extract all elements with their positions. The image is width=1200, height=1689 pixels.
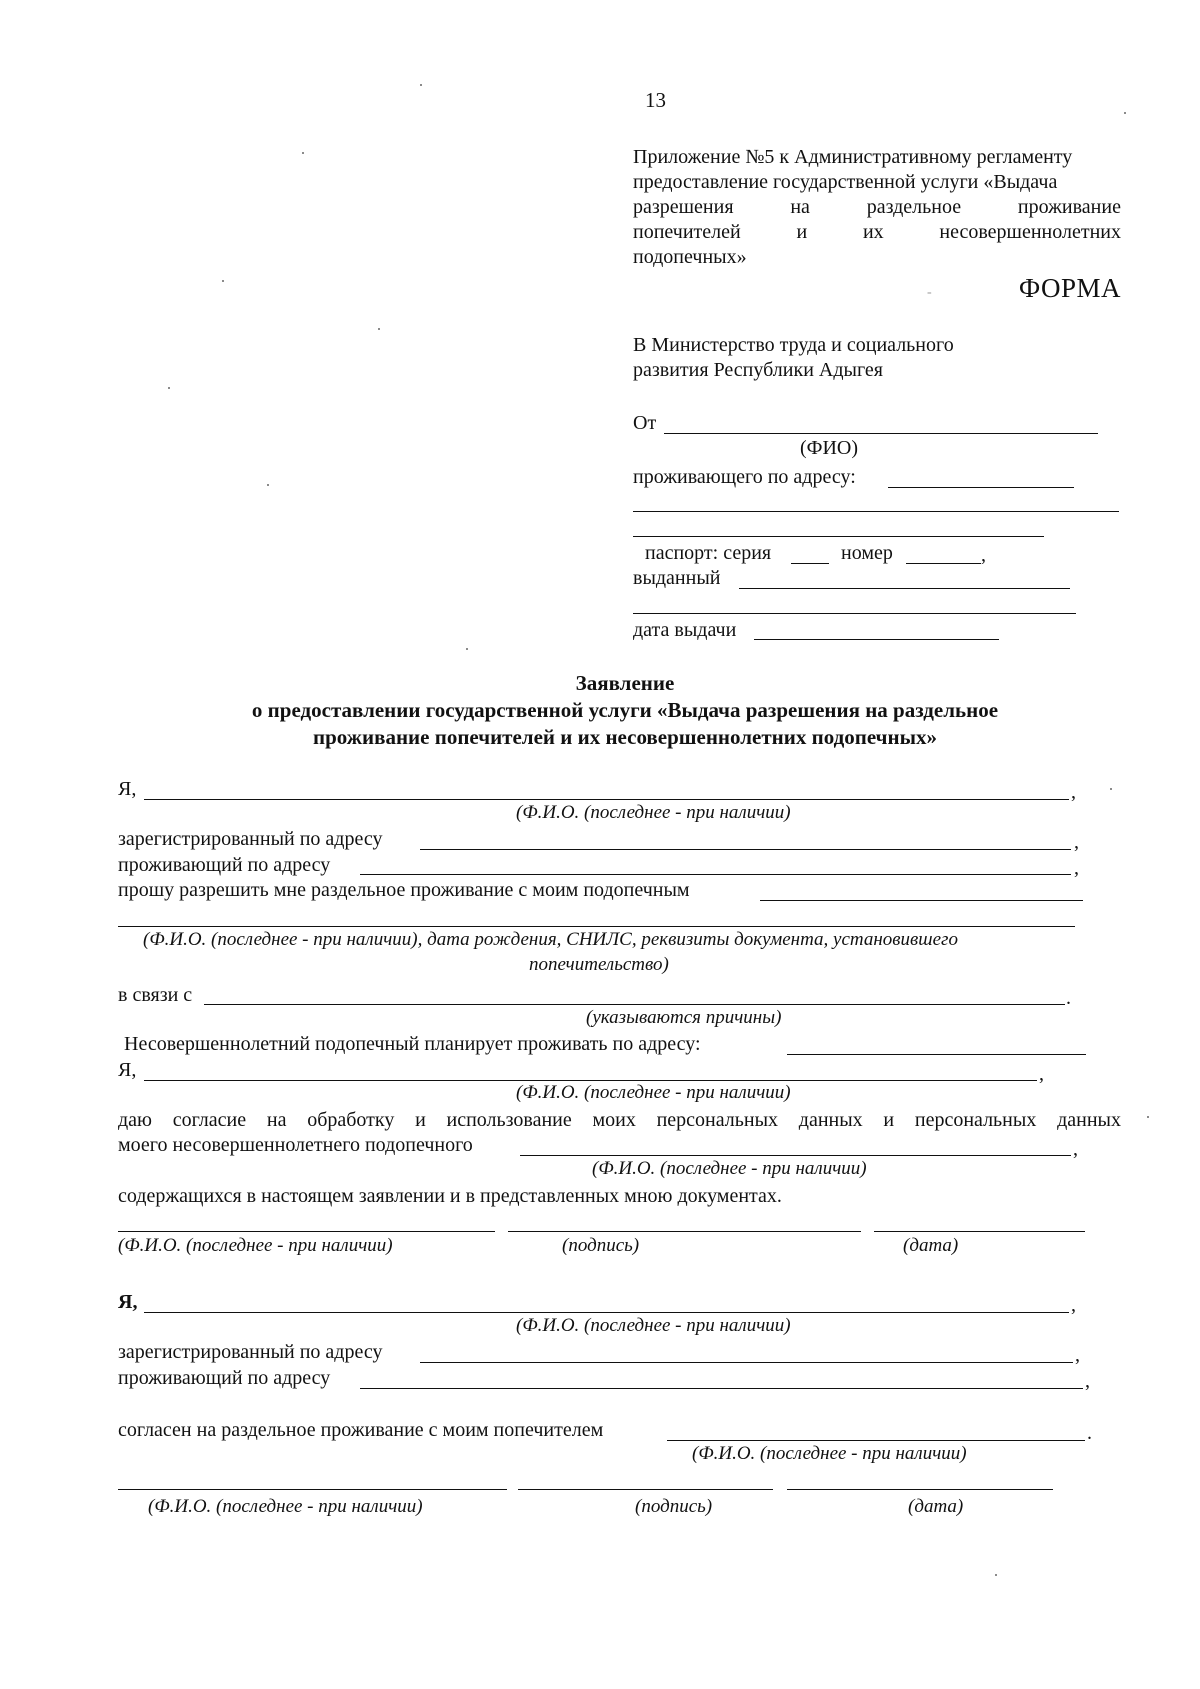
address-label: проживающего по адресу: <box>633 466 856 488</box>
applicant-fio-field[interactable] <box>144 799 1069 800</box>
address-field-1[interactable] <box>888 487 1074 488</box>
scan-speck <box>302 152 304 154</box>
from-fio-field[interactable] <box>664 433 1098 434</box>
registered-address-field[interactable] <box>420 1362 1073 1363</box>
living-address-field[interactable] <box>360 1388 1083 1389</box>
scan-speck <box>1124 112 1126 114</box>
application-subtitle-2: проживание попечителей и их несовершеннолетних подопечных» <box>313 725 937 749</box>
ward-field[interactable] <box>760 900 1083 901</box>
scan-speck <box>420 84 422 86</box>
signature-field[interactable] <box>508 1231 861 1232</box>
issued-field-2[interactable] <box>633 613 1076 614</box>
passport-series-field[interactable] <box>791 563 829 564</box>
registered-label: зарегистрированный по адресу <box>118 1341 383 1363</box>
annex-note <box>633 145 1121 270</box>
signature-date-field[interactable] <box>787 1489 1053 1490</box>
ward-caption: (Ф.И.О. (последнее - при наличии), дата рождения, СНИЛС, реквизиты документа, установившего <box>143 929 958 950</box>
fio-caption: (Ф.И.О. (последнее - при наличии) <box>516 1315 791 1336</box>
scan-speck <box>995 1574 997 1576</box>
issued-label: выданный <box>633 567 721 589</box>
period: . <box>1066 987 1071 1009</box>
comma: , <box>1039 1063 1044 1085</box>
guardian-field[interactable] <box>667 1440 1085 1441</box>
from-label: От <box>633 412 657 434</box>
comma: , <box>1074 831 1079 853</box>
comma: , <box>981 544 986 566</box>
guardian-caption: (Ф.И.О. (последнее - при наличии) <box>692 1443 967 1464</box>
annex-line-2-text: предоставление государственной услуги «Выдача <box>633 171 1058 193</box>
page-number: 13 <box>645 88 666 112</box>
reason-field[interactable] <box>204 1004 1065 1005</box>
application-title: Заявление <box>575 671 675 695</box>
scan-speck <box>1147 1116 1149 1118</box>
scan-dash: - <box>927 285 932 300</box>
i-label: Я, <box>118 778 137 800</box>
period: . <box>1087 1422 1092 1444</box>
annex-word: раздельное <box>866 196 962 218</box>
form-label: ФОРМА <box>1018 273 1121 303</box>
comma: , <box>1074 857 1079 879</box>
comma: , <box>1085 1370 1090 1392</box>
passport-number-field[interactable] <box>906 563 981 564</box>
registered-label: зарегистрированный по адресу <box>118 828 383 850</box>
consent-word: даю <box>118 1109 152 1131</box>
addressee-line-2: развития Республики Адыгея <box>633 359 883 381</box>
annex-word: их <box>862 221 884 243</box>
signature-fio-field[interactable] <box>118 1489 507 1490</box>
consent-word: и <box>415 1109 426 1131</box>
living-label: проживающий по адресу <box>118 1367 331 1389</box>
consent-contained-text: содержащихся в настоящем заявлении и в представленных мною документах. <box>118 1185 782 1207</box>
addressee-line-1: В Министерство труда и социального <box>633 334 954 356</box>
scan-speck <box>267 484 269 486</box>
comma: , <box>1075 1344 1080 1366</box>
address-field-3[interactable] <box>633 536 1044 537</box>
scan-speck <box>466 648 468 650</box>
consent-ward-label: моего несовершеннолетнего подопечного <box>118 1134 473 1156</box>
signature-fio-field[interactable] <box>118 1231 495 1232</box>
issue-date-field[interactable] <box>754 639 999 640</box>
consent-fio-field[interactable] <box>144 1080 1037 1081</box>
comma: , <box>1071 1294 1076 1316</box>
scan-speck <box>168 387 170 389</box>
living-address-field[interactable] <box>360 874 1071 875</box>
consent-word: данных <box>798 1109 863 1131</box>
ward-caption-2: попечительство) <box>529 954 669 975</box>
ward-plans-label: Несовершеннолетний подопечный планирует проживать по адресу: <box>124 1033 701 1055</box>
consent-ward-field[interactable] <box>520 1155 1071 1156</box>
annex-line-1: Приложение №5 к Административному регламенту <box>633 146 1073 168</box>
consent-word: и <box>883 1109 895 1131</box>
consent-word: обработку <box>307 1109 395 1131</box>
consent-word: персональных <box>656 1109 779 1131</box>
fio-caption: (Ф.И.О. (последнее - при наличии) <box>516 802 791 823</box>
annex-line-4 <box>633 220 1121 245</box>
consent-ward-caption: (Ф.И.О. (последнее - при наличии) <box>592 1158 867 1179</box>
annex-line-5: подопечных» <box>633 246 747 268</box>
consent-word: моих <box>592 1109 636 1131</box>
address-field-2[interactable] <box>633 511 1119 512</box>
i-label: Я, <box>118 1291 138 1313</box>
consent-text <box>118 1108 1121 1132</box>
comma: , <box>1073 1138 1078 1160</box>
ward-address-field[interactable] <box>787 1054 1086 1055</box>
consent-word: данных <box>1057 1109 1121 1131</box>
signature-fio-caption: (Ф.И.О. (последнее - при наличии) <box>118 1235 393 1256</box>
fio-caption: (ФИО) <box>800 437 859 459</box>
signature-date-caption: (дата) <box>903 1235 959 1256</box>
scan-speck <box>378 328 380 330</box>
signature-field[interactable] <box>518 1489 773 1490</box>
signature-date-field[interactable] <box>874 1231 1085 1232</box>
reason-label: в связи с <box>118 984 193 1006</box>
request-label: прошу разрешить мне раздельное проживание с моим подопечным <box>118 879 690 901</box>
annex-line-3 <box>633 195 1121 220</box>
living-label: проживающий по адресу <box>118 854 331 876</box>
i-label: Я, <box>118 1059 137 1081</box>
ward-details-field[interactable] <box>118 926 1075 927</box>
issue-date-label: дата выдачи <box>633 619 737 641</box>
annex-word: разрешения <box>633 196 734 218</box>
application-subtitle-1: о предоставлении государственной услуги «Выдача разрешения на раздельное <box>251 698 999 722</box>
signature-caption: (подпись) <box>562 1235 640 1256</box>
consent-word: согласие <box>172 1109 247 1131</box>
reason-caption: (указываются причины) <box>586 1007 782 1028</box>
passport-series-label: паспорт: серия <box>645 542 772 564</box>
annex-word: и <box>796 221 808 243</box>
consent-word: персональных <box>914 1109 1037 1131</box>
fio-caption: (Ф.И.О. (последнее - при наличии) <box>516 1082 791 1103</box>
annex-word: проживание <box>1017 196 1121 218</box>
registered-address-field[interactable] <box>420 849 1071 850</box>
consent-word: использование <box>446 1109 572 1131</box>
scan-speck <box>222 280 224 282</box>
issued-field-1[interactable] <box>739 588 1070 589</box>
comma: , <box>1071 781 1076 803</box>
signature-date-caption: (дата) <box>908 1496 964 1517</box>
signature-caption: (подпись) <box>635 1496 713 1517</box>
annex-line-2 <box>633 170 1121 195</box>
ward-fio-field[interactable] <box>144 1312 1069 1313</box>
annex-word: попечителей <box>633 221 741 243</box>
agree-label: согласен на раздельное проживание с моим попечителем <box>118 1419 604 1441</box>
scan-speck <box>1110 788 1112 790</box>
signature-fio-caption: (Ф.И.О. (последнее - при наличии) <box>148 1496 423 1517</box>
passport-number-label: номер <box>841 542 893 564</box>
annex-word: на <box>790 196 810 218</box>
annex-word: несовершеннолетних <box>939 221 1121 243</box>
consent-word: на <box>266 1109 287 1131</box>
